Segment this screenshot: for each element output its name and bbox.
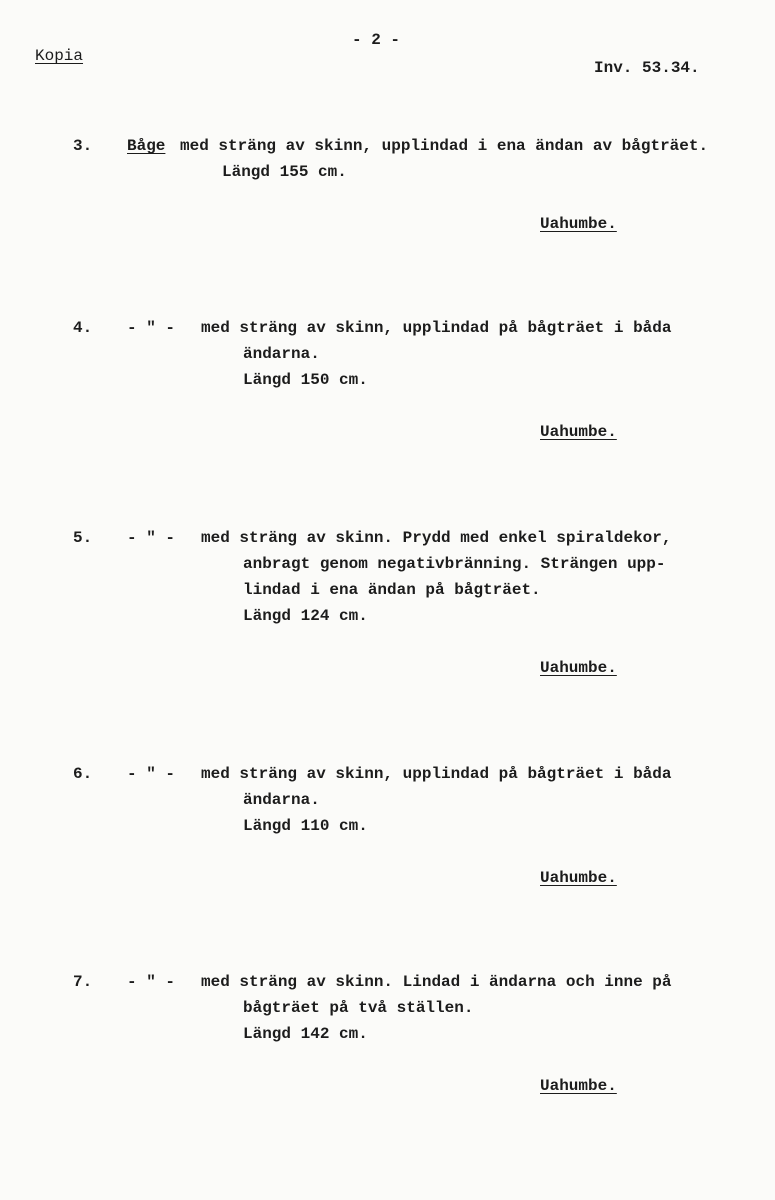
- entry-description-line: med sträng av skinn. Lindad i ändarna och inne på: [201, 973, 672, 991]
- entry-length: Längd 155 cm.: [222, 163, 347, 181]
- entry-number: 5.: [73, 529, 93, 547]
- entry-origin: Uahumbe.: [540, 423, 617, 441]
- entry-description-line: med sträng av skinn, upplindad i ena ändan av bågträet.: [180, 137, 709, 155]
- entry-origin: Uahumbe.: [540, 659, 617, 677]
- entry-origin: Uahumbe.: [540, 215, 617, 233]
- entry-origin: Uahumbe.: [540, 1077, 617, 1095]
- entry-length: Längd 124 cm.: [243, 607, 368, 625]
- entry-description-line: anbragt genom negativbränning. Strängen upp-: [243, 555, 666, 573]
- entry-description-line: lindad i ena ändan på bågträet.: [243, 581, 541, 599]
- entry-name: Båge: [127, 137, 166, 155]
- ditto-mark: - " -: [127, 529, 176, 547]
- entry-number: 6.: [73, 765, 93, 783]
- entry-description-line: med sträng av skinn, upplindad på bågträet i båda: [201, 319, 672, 337]
- entry-description-line: med sträng av skinn, upplindad på bågträet i båda: [201, 765, 672, 783]
- entry-origin: Uahumbe.: [540, 869, 617, 887]
- ditto-mark: - " -: [127, 973, 176, 991]
- entry-description-line: ändarna.: [243, 791, 320, 809]
- entry-number: 7.: [73, 973, 93, 991]
- ditto-mark: - " -: [127, 319, 176, 337]
- copy-label: Kopia: [35, 47, 84, 65]
- inventory-number: Inv. 53.34.: [594, 59, 700, 77]
- entry-description-line: med sträng av skinn. Prydd med enkel spiraldekor,: [201, 529, 672, 547]
- entry-length: Längd 150 cm.: [243, 371, 368, 389]
- entry-number: 4.: [73, 319, 93, 337]
- page-number: - 2 -: [352, 31, 401, 49]
- entry-length: Längd 110 cm.: [243, 817, 368, 835]
- entry-number: 3.: [73, 137, 93, 155]
- entry-description-line: bågträet på två ställen.: [243, 999, 474, 1017]
- entry-description-line: ändarna.: [243, 345, 320, 363]
- ditto-mark: - " -: [127, 765, 176, 783]
- entry-length: Längd 142 cm.: [243, 1025, 368, 1043]
